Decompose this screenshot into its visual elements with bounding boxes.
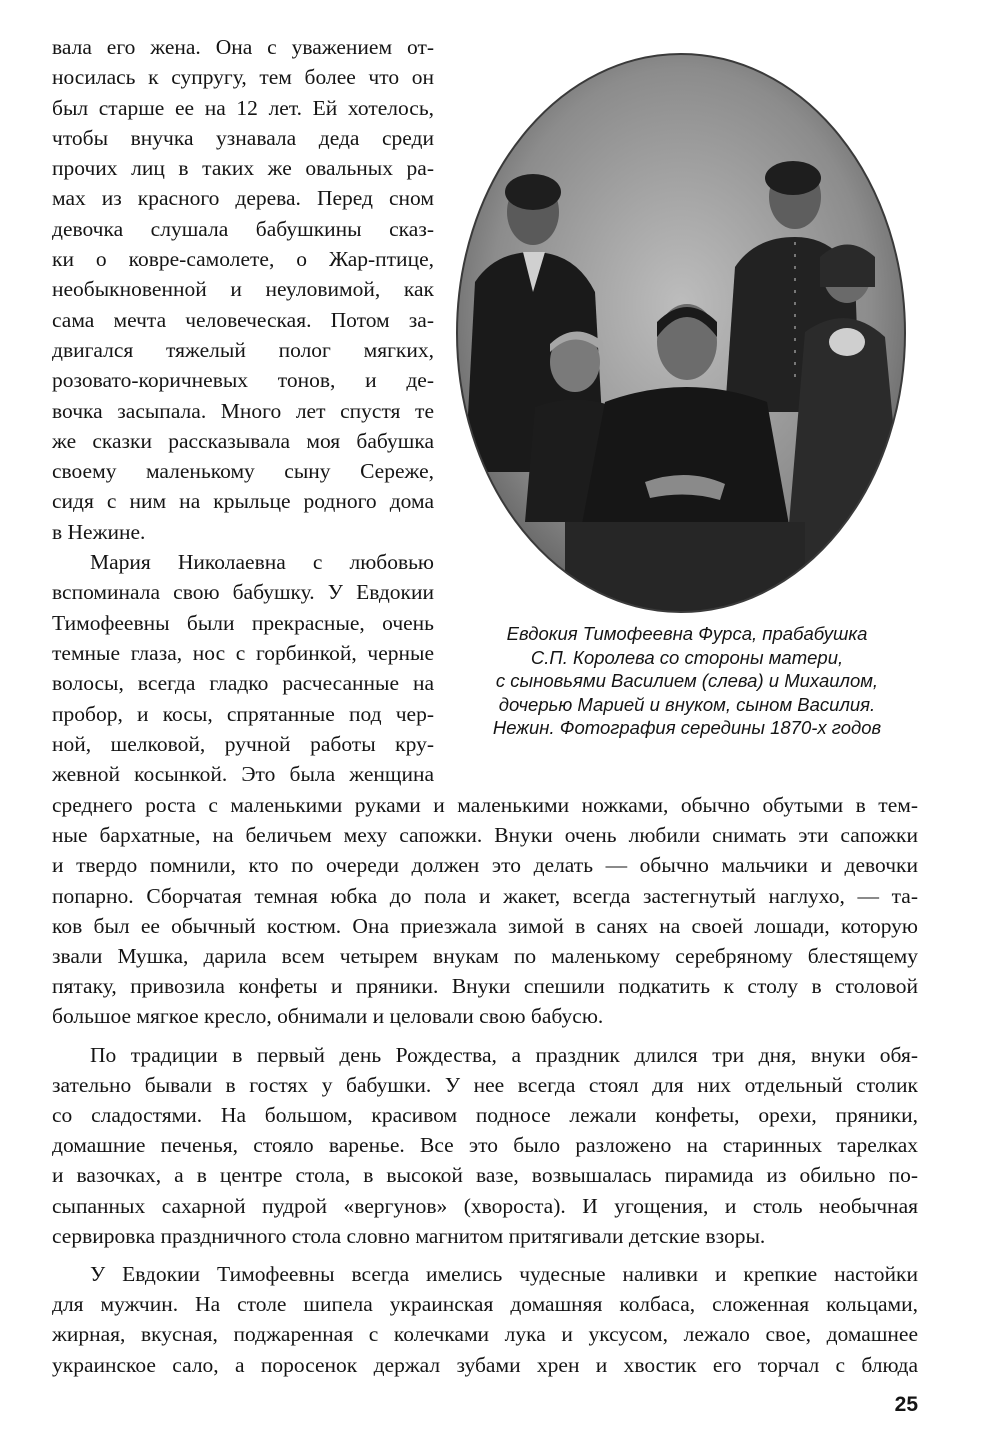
body-text-line: жирная, вкусная, поджаренная с колечками лука и уксусом, лежало свое, домашнее [52, 1322, 918, 1347]
left-column-text-line: вочка засыпала. Много лет спустя те [52, 398, 434, 423]
left-column-text-line: пробор, и косы, спрятанные под чер- [52, 701, 434, 726]
paragraph-gap [52, 1251, 918, 1259]
caption-line: Евдокия Тимофеевна Фурса, прабабушка [506, 623, 868, 644]
left-column-text-line: волосы, всегда гладко расчесанные на [52, 671, 434, 696]
body-text-line: домашние печенья, стояло варенье. Все это было разложено на старинных тарелках [52, 1133, 918, 1158]
body-text-line: пятаку, привозила конфеты и пряники. Внуки спешили подкатить к столу в столовой [52, 974, 918, 999]
left-column-text-line: необыкновенной и неуловимой, как [52, 277, 434, 302]
body-text-line: для мужчин. На столе шипела украинская домашняя колбаса, сложенная кольцами, [52, 1292, 918, 1317]
body-text-line: По традиции в первый день Рождества, а праздник длился три дня, внуки обя- [90, 1042, 918, 1067]
left-column-text-line: чтобы внучка узнавала деда среди [52, 125, 434, 150]
left-column-text-line: темные глаза, нос с горбинкой, черные [52, 640, 434, 665]
left-column-text-line: своему маленькому сыну Сереже, [52, 459, 434, 484]
body-text-line: со сладостями. На большом, красивом подносе лежали конфеты, орехи, пряники, [52, 1103, 918, 1128]
left-column-text-line: ки о ковре-самолете, о Жар-птице, [52, 247, 434, 272]
left-column-text-line: двигался тяжелый полог мягких, [52, 337, 434, 362]
body-text-line: У Евдокии Тимофеевны всегда имелись чудесные наливки и крепкие настойки [90, 1262, 918, 1287]
left-column-text-line: сама мечта человеческая. Потом за- [52, 307, 434, 332]
body-text-line: большое мягкое кресло, обнимали и целовали свою бабусю. [52, 1004, 604, 1029]
left-column-text-line: мах из красного дерева. Перед сном [52, 186, 434, 211]
full-width-text [52, 790, 918, 1380]
body-text-line: звали Мушка, дарила всем четырем внукам по маленькому серебряному блестящему [52, 944, 918, 969]
caption-line: с сыновьями Василием (слева) и Михаилом, [495, 670, 879, 692]
body-text-line: сервировка праздничного стола словно магнитом притягивали детские взоры. [52, 1223, 766, 1248]
caption-line: Нежин. Фотография середины 1870-х годов [492, 717, 882, 739]
left-column-text-line: вала его жена. Она с уважением от- [52, 35, 434, 59]
caption-line: С.П. Королева со стороны матери, [530, 646, 844, 668]
page-number: 25 [894, 1393, 918, 1416]
body-text-line: попарно. Сборчатая темная юбка до пола и жакет, всегда застегнутый наглухо, — та- [52, 883, 918, 908]
body-text-line: ные бархатные, на беличьем меху сапожки. Внуки очень любили снимать эти сапожки [52, 823, 918, 848]
photo-caption [452, 622, 922, 740]
left-text-column [52, 32, 434, 789]
left-column-text-line: прочих лиц в таких же овальных ра- [52, 156, 434, 181]
left-column-text-line: носилась к супругу, тем более что он [52, 65, 434, 90]
left-column-text-line: девочка слушала бабушкины сказ- [52, 216, 434, 241]
left-column-text-line: был старше ее на 12 лет. Ей хотелось, [52, 95, 434, 120]
left-column-text-line: в Нежине. [52, 519, 146, 544]
body-text-line: украинское сало, а поросенок держал зубами хрен и хвостик его торчал с блюда [52, 1352, 918, 1377]
paragraph-gap [52, 1032, 918, 1040]
left-column-text-line: ной, шелковой, ручной работы кру- [52, 731, 434, 756]
family-photograph [455, 52, 907, 614]
body-text-line: сыпанных сахарной пудрой «вергунов» (хвороста). И угощения, и столь необычная [52, 1193, 918, 1218]
left-column-text-line: жевной косынкой. Это была женщина [52, 762, 434, 787]
left-column-text-line: Мария Николаевна с любовью [90, 550, 434, 575]
body-text-line: и твердо помнили, кто по очереди должен это делать — обычно мальчики и девочки [52, 853, 918, 878]
left-column-text-line: розовато-коричневых тонов, и де- [52, 368, 434, 393]
body-text-line: среднего роста с маленькими руками и маленькими ножками, обычно обутыми в тем- [52, 793, 918, 817]
body-text-line: зательно бывали в гостях у бабушки. У нее всегда стоял для них отдельный столик [52, 1072, 918, 1097]
left-column-text-line: Тимофеевны были прекрасные, очень [52, 610, 434, 635]
body-text-line: ков был ее обычный костюм. Она приезжала зимой в санях на своей лошади, которую [52, 913, 918, 938]
left-column-text-line: вспоминала свою бабушку. У Евдокии [52, 580, 434, 605]
caption-line: дочерью Марией и внуком, сыном Василия. [498, 693, 876, 715]
left-column-text-line: же сказки рассказывала моя бабушка [52, 428, 434, 453]
left-column-text-line: сидя с ним на крыльце родного дома [52, 489, 434, 514]
body-text-line: и вазочках, а в центре стола, в высокой вазе, возвышалась пирамида из обильно по- [52, 1163, 918, 1188]
